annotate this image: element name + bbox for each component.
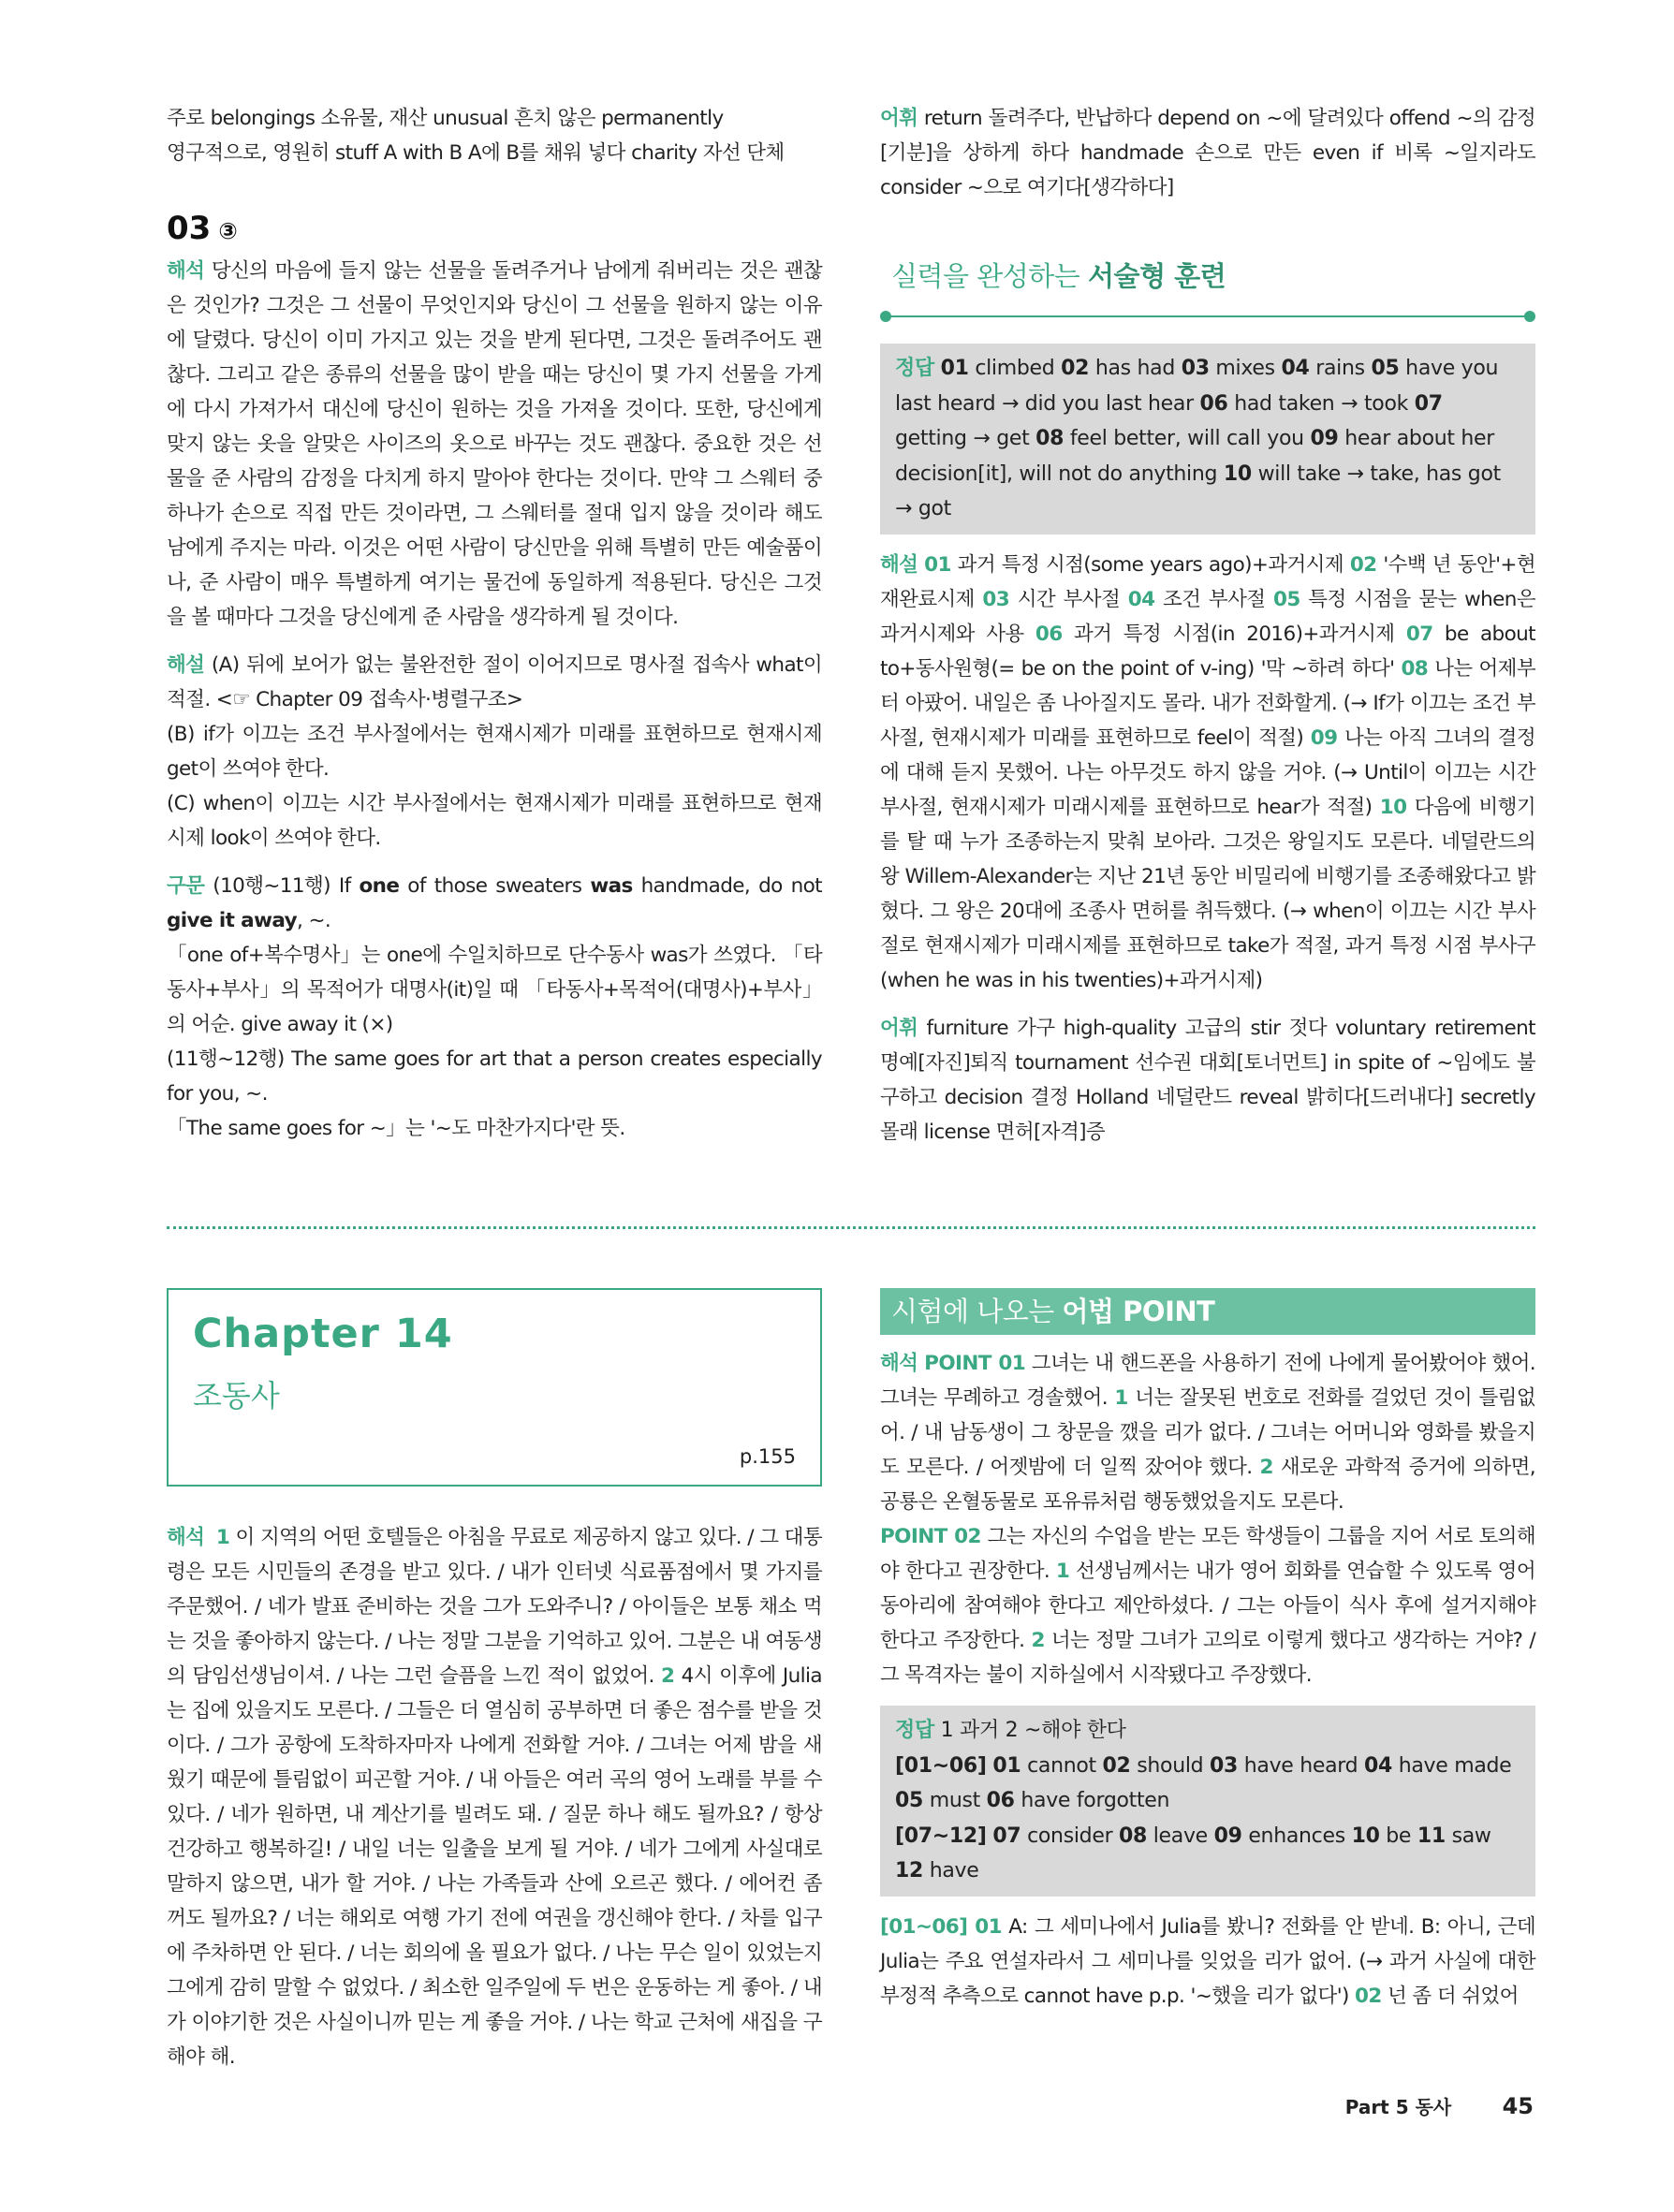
item-number: 1 (1114, 1386, 1128, 1410)
answer-group-2 (895, 1819, 1520, 1889)
structure-text: handmade, do not (632, 874, 823, 898)
answer-group-1 (895, 1749, 1520, 1819)
item-text: climbed (968, 357, 1062, 380)
item-number: 06 (1199, 391, 1228, 416)
item-text: have (923, 1859, 979, 1882)
chapter-title: Chapter 14 (193, 1311, 453, 1357)
structure-text: , ~. (297, 909, 331, 932)
explanation-b: (B) if가 이끄는 조건 부사절에서는 현재시제가 미래를 표현하므로 현재시제 get이 쓰여야 한다. (167, 723, 822, 781)
item-text: has had (1089, 357, 1182, 380)
item-number: 01 (924, 552, 951, 577)
item-text: '수백 년 동안'+현재완료시제 (880, 552, 1535, 611)
item-number: 10 (1351, 1824, 1380, 1848)
item-number: 09 (1310, 725, 1338, 750)
structure-line-2: 「one of+복수명사」는 one에 수일치하므로 단수동사 was가 쓰였다. 「타동사+부사」의 목적어가 대명사(it)일 때 「타동사+목적어(대명사)+부사」의 어순. give away it (×) (167, 944, 822, 1036)
item-number: 07 (1414, 391, 1443, 416)
item-number: 01 (992, 1753, 1021, 1778)
page-footer (1345, 2092, 1534, 2119)
explanation-text: A: 그 세미나에서 Julia를 봤니? 전화를 안 받네. B: 아니, 근데 Julia는 주요 연설자라서 그 세미나를 잊었을 리가 없어. (→ 과거 사실에 대한 부정적 추측으로 cannot have p.p. '~했을 리가 없다') (880, 1914, 1535, 2008)
item-text: 다음에 비행기를 탈 때 누가 조종하는지 맞춰 보아라. 그것은 왕일지도 모른다. 네덜란드의 왕 Willem-Alexander는 지난 21년 동안 비밀리에 비행기를 조종해왔다고 밝혔다. 그 왕은 20대에 조종사 면허를 취득했다. (→ when이 이끄는 시간 부사절로 현재시제가 미래시제를 표현하므로 take가 적절, 과거 특정 시점 부사구(when he was in his twenties)+과거시제) (880, 795, 1536, 992)
item-number: 03 (982, 587, 1010, 611)
item-text: 나는 아직 그녀의 결정에 대해 듣지 못했어. 나는 아무것도 하지 않을 거야. (→ Until이 이끄는 시간 부사절, 현재시제가 미래시제를 표현하므로 hear가 적절) (880, 725, 1535, 819)
item-number: 09 (1213, 1824, 1242, 1848)
left-top-column (167, 101, 822, 1146)
item-text: feel better, will call you (1064, 427, 1311, 450)
answer-box (880, 1706, 1535, 1897)
grammar-point-bar (880, 1288, 1535, 1335)
left-bottom-column (167, 1288, 822, 2074)
item-number: 04 (1364, 1753, 1393, 1778)
section-divider (880, 310, 1535, 323)
item-text: will take → take, has got → got (895, 461, 1501, 520)
question-heading (167, 210, 822, 250)
label-structure: 구문 (167, 874, 205, 898)
question-answer: ③ (218, 218, 238, 244)
item-number: 08 (1401, 656, 1429, 681)
bar-title-bold: 어법 POINT (1062, 1296, 1215, 1327)
answer-box (880, 344, 1535, 535)
item-number: 06 (1035, 622, 1063, 646)
item-text: consider (1021, 1824, 1120, 1848)
item-text: must (923, 1789, 987, 1812)
item-text: 특정 시점을 묻는 when은 과거시제와 사용 (880, 587, 1535, 646)
item-number: 12 (895, 1859, 924, 1882)
right-bottom-column (880, 1288, 1535, 2014)
item-text: have you last heard → did you last hear (895, 357, 1499, 416)
group-label: [07~12] (895, 1824, 987, 1848)
item-text: have heard (1238, 1753, 1365, 1778)
item-number: 2 (1259, 1456, 1273, 1479)
item-number: 03 (1181, 357, 1210, 380)
section-title-bold: 서술형 훈련 (1088, 260, 1226, 292)
vocab-line: 영구적으로, 영원히 stuff A with B A에 B를 채워 넣다 charity 자선 단체 (167, 141, 785, 165)
item-text: 과거 특정 시점(some years ago)+과거시제 (950, 552, 1350, 577)
item-number: 05 (1371, 357, 1400, 380)
item-number: 05 (1272, 587, 1300, 611)
translation-text: 당신의 마음에 들지 않는 선물을 돌려주거나 남에게 줘버리는 것은 괜찮은 것인가? 그것은 그 선물이 무엇인지와 당신이 그 선물을 원하지 않는 이유에 달렸다. 당신이 이미 가지고 있는 것을 받게 된다면, 그것은 돌려주어도 괜찮다. 그리고 같은 종류의 선물을 많이 받을 때는 당신이 몇 가지 선물을 가게에 다시 가져가서 대신에 당신이 원하는 것을 가져올 것이다. 또한, 당신에게 맞지 않는 옷을 알맞은 사이즈의 옷으로 바꾸는 것도 괜찮다. 중요한 것은 선물을 준 사람의 감정을 다치게 하지 말아야 한다는 것이다. 만약 그 스웨터 중 하나가 손으로 직접 만든 것이라면, 그 스웨터를 절대 입지 않을 것이라 해도 남에게 주지는 마라. 이것은 어떤 사람이 당신만을 위해 특별히 만든 예술품이나, 준 사람이 매우 특별하게 여기는 물건에 동일하게 적용된다. 당신은 그것을 볼 때마다 그것을 당신에게 준 사람을 생각하게 될 것이다. (167, 259, 823, 629)
translation-paragraph (167, 1520, 822, 2074)
vocab-text: furniture 가구 high-quality 고급의 stir 젓다 voluntary retirement 명예[자진]퇴직 tournament 선수권 대회[토너먼트] in spite of ~임에도 불구하고 decision 결정 Holland 네덜란드 reveal 밝히다[드러내다] secretly 몰래 license 면허[자격]증 (880, 1016, 1535, 1144)
structure-line-3: (11행~12행) The same goes for art that a person creates especially for you, ~. (167, 1047, 822, 1106)
chapter-subtitle: 조동사 (193, 1378, 280, 1414)
section-title (891, 257, 1535, 295)
item-number: 08 (1035, 427, 1065, 450)
label-explanation: 해설 (880, 552, 918, 577)
item-text: hear about her decision[it], will not do anything (895, 427, 1495, 486)
item-text: enhances (1241, 1824, 1352, 1848)
structure-line-1 (167, 869, 822, 938)
item-text: have made (1392, 1753, 1512, 1778)
item-number: 09 (1310, 427, 1339, 450)
item-text: had taken → took (1227, 391, 1415, 416)
explanation-c: (C) when이 이끄는 시간 부사절에서는 현재시제가 미래를 표현하므로 현재시제 look이 쓰여야 한다. (167, 792, 822, 850)
item-number: 2 (661, 1664, 675, 1688)
item-number: 1 (215, 1526, 230, 1549)
item-text: 조건 부사절 (1154, 587, 1273, 611)
label-translation: 해석 (880, 1352, 918, 1375)
point-02-paragraph (880, 1519, 1535, 1692)
translation-text: 이 지역의 어떤 호텔들은 아침을 무료로 제공하지 않고 있다. / 그 대통령은 모든 시민들의 존경을 받고 있다. / 내가 인터넷 식료품점에서 몇 가지를 주문했어. / 네가 발표 준비하는 것을 그가 도와주니? / 아이들은 보통 채소 먹는 것을 좋아하지 않는다. / 나는 정말 그분을 기억하고 있어. 그분은 내 여동생의 담임선생님이셔. / 나는 그런 슬픔을 느낀 적이 없었어. (167, 1526, 822, 1688)
structure-text: of those sweaters (399, 874, 591, 898)
point-text: 너는 잘못된 번호로 전화를 걸었던 것이 틀림없어. / 내 남동생이 그 창문을 깼을 리가 없다. / 그녀는 어머니와 영화를 봤을지도 모른다. / 어젯밤에 더 일찍 잤어야 했다. (880, 1386, 1536, 1479)
item-text: saw (1445, 1824, 1491, 1848)
item-number: 04 (1281, 357, 1310, 380)
item-number: 11 (1417, 1824, 1446, 1848)
item-number: 02 (1102, 1753, 1131, 1778)
point-label: POINT 01 (924, 1352, 1026, 1375)
item-text: have forgotten (1014, 1789, 1170, 1812)
item-number: 03 (1210, 1753, 1239, 1778)
point-text: 그녀는 내 핸드폰을 사용하기 전에 나에게 물어봤어야 했어. 그녀는 무례하고 경솔했어. (880, 1352, 1535, 1410)
item-text: leave (1147, 1824, 1214, 1848)
item-text: rains (1309, 357, 1372, 380)
item-number: [01~06] 01 (880, 1914, 1002, 1939)
item-number: 10 (1379, 795, 1407, 819)
item-number: 04 (1127, 587, 1155, 611)
footer-part: Part 5 동사 (1344, 2096, 1452, 2118)
explanation-a (167, 648, 822, 717)
structure-bold: one (359, 874, 400, 898)
item-text: 시간 부사절 (1009, 587, 1128, 611)
item-text: should (1130, 1753, 1211, 1778)
section-title-plain: 실력을 완성하는 (891, 260, 1089, 292)
explanation-paragraph (880, 548, 1535, 998)
item-number: 01 (940, 357, 969, 380)
label-vocab: 어휘 (880, 1016, 918, 1040)
bar-title-plain: 시험에 나오는 (891, 1296, 1063, 1327)
item-number: 07 (992, 1824, 1021, 1848)
item-text: 나는 어제부터 아팠어. 내일은 좀 나아질지도 몰라. 내가 전화할게. (→ If가 이끄는 조건 부사절, 현재시제가 미래를 표현하므로 feel이 적절) (880, 656, 1535, 750)
group-label: [01~06] (895, 1753, 987, 1778)
item-number: 07 (1405, 622, 1433, 646)
item-number: 02 (1061, 357, 1090, 380)
answer-list (895, 351, 1520, 527)
structure-bold: give it away (167, 909, 298, 932)
answer-text: 1 과거 2 ~해야 한다 (940, 1719, 1126, 1742)
point-label: POINT 02 (880, 1525, 981, 1548)
item-number: 02 (1355, 1984, 1382, 2008)
structure-text: (10행~11행) If (213, 874, 360, 898)
item-number: 05 (895, 1789, 924, 1812)
dotted-divider (167, 1226, 1535, 1229)
item-number: 10 (1223, 461, 1252, 486)
item-text: 과거 특정 시점(in 2016)+과거시제 (1062, 622, 1406, 646)
item-text: mixes (1209, 357, 1282, 380)
label-answer: 정답 (895, 357, 934, 380)
item-number: 1 (1055, 1560, 1070, 1583)
explanation-a-text: (A) 뒤에 보어가 없는 불완전한 절이 이어지므로 명사절 접속사 what이 적절. <☞ Chapter 09 접속사·병렬구조> (167, 653, 823, 711)
translation-paragraph (167, 254, 822, 635)
label-explanation: 해설 (167, 653, 205, 677)
point-text: 그는 자신의 수업을 받는 모든 학생들이 그룹을 지어 서로 토의해야 한다고 권장한다. (880, 1525, 1535, 1583)
explanation-text: 넌 좀 더 쉬었어 (1388, 1984, 1519, 2008)
label-translation: 해석 (167, 1526, 205, 1549)
chapter-box (167, 1288, 822, 1487)
item-text: be about to+동사원형(= be on the point of v-ing) '막 ~하려 하다' (880, 622, 1535, 681)
vocab-line: 주로 belongings 소유물, 재산 unusual 흔치 않은 permanently (167, 107, 724, 130)
point-text: 선생님께서는 내가 영어 회화를 연습할 수 있도록 영어 동아리에 참여해야 한다고 제안하셨다. / 그는 아들이 식사 후에 설거지해야 한다고 주장한다. (880, 1560, 1536, 1652)
vocab-paragraph-2 (880, 1011, 1535, 1150)
label-answer: 정답 (895, 1719, 934, 1742)
question-number: 03 (167, 210, 212, 247)
label-vocab: 어휘 (880, 107, 918, 130)
vocab-text: return 돌려주다, 반납하다 depend on ~에 달려있다 offend ~의 감정[기분]을 상하게 하다 handmade 손으로 만든 even if 비록 ~일지라도 consider ~으로 여기다[생각하다] (880, 107, 1536, 199)
structure-bold: was (590, 874, 633, 898)
item-number: 06 (986, 1789, 1015, 1812)
item-number: 2 (1031, 1629, 1045, 1652)
item-text: cannot (1021, 1753, 1103, 1778)
point-text: 새로운 과학적 증거에 의하면, 공룡은 온혈동물로 포유류처럼 행동했었을지도 모른다. (880, 1456, 1536, 1514)
vocab-paragraph (880, 101, 1535, 205)
point-01-paragraph (880, 1346, 1535, 1519)
label-translation: 해석 (167, 259, 205, 283)
item-number: 02 (1349, 552, 1377, 577)
page-number: 45 (1502, 2093, 1534, 2119)
chapter-page-ref: p.155 (739, 1445, 796, 1468)
item-text: getting → get (895, 427, 1036, 450)
structure-line-4: 「The same goes for ~」는 '~도 마찬가지다'란 뜻. (167, 1117, 625, 1140)
last-explanation (880, 1910, 1535, 2014)
point-text: 너는 정말 그녀가 고의로 이렇게 했다고 생각하는 거야? / 그 목격자는 불이 지하실에서 시작됐다고 주장했다. (880, 1629, 1536, 1687)
answer-line-1 (895, 1713, 1520, 1749)
item-number: 08 (1119, 1824, 1148, 1848)
translation-text: 4시 이후에 Julia는 집에 있을지도 모른다. / 그들은 더 열심히 공부하면 더 좋은 점수를 받을 것이다. / 그가 공항에 도착하자마자 나에게 전화할 거야. / 그녀는 어제 밤을 새웠기 때문에 틀림없이 피곤할 거야. / 내 아들은 여러 곡의 영어 노래를 부를 수 있다. / 네가 원하면, 내 계산기를 빌려도 돼. / 질문 하나 해도 될까요? / 항상 건강하고 행복하길! / 내일 너는 일출을 보게 될 거야. / 네가 그에게 사실대로 말하지 않으면, 내가 할 거야. / 나는 가족들과 산에 오르곤 했다. / 에어컨 좀 꺼도 될까요? / 너는 해외로 여행 가기 전에 여권을 갱신해야 한다. / 차를 입구에 주차하면 안 된다. / 너는 회의에 올 필요가 없다. / 나는 무슨 일이 있었는지 그에게 감히 말할 수 없었다. / 최소한 일주일에 두 번은 운동하는 게 좋아. / 내가 이야기한 것은 사실이니까 믿는 게 좋을 거야. / 나는 학교 근처에 새집을 구해야 해. (167, 1664, 822, 2069)
right-top-column (880, 101, 1535, 1150)
item-text: be (1379, 1824, 1417, 1848)
